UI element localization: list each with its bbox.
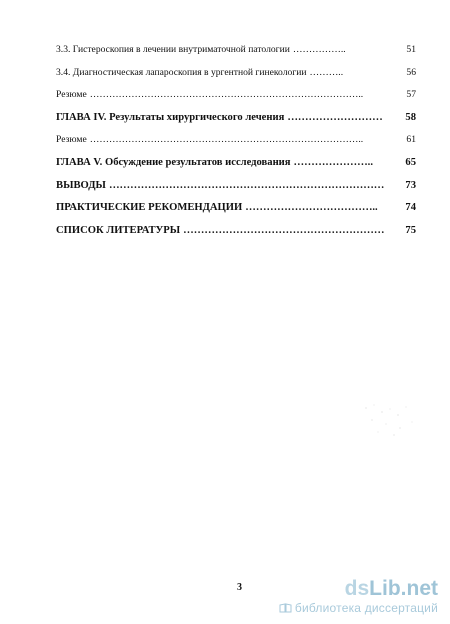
toc-leader-dots: ……………………………….. — [245, 202, 378, 214]
toc-entry-title: Резюме — [56, 89, 87, 101]
toc-entry-page: 58 — [405, 111, 416, 123]
toc-leader-dots: …………………………………………………………………… — [108, 179, 385, 191]
toc-leader-dots: ………………………………………………… — [183, 224, 385, 236]
toc-entry-title: ГЛАВА V. Обсуждение результатов исследования — [56, 156, 291, 168]
scan-noise-speckle — [360, 400, 420, 440]
toc-leader-dots: …………….. — [292, 44, 346, 55]
toc-entry-chapter — [56, 157, 416, 180]
toc-entry-section — [56, 180, 416, 203]
toc-entry — [56, 134, 416, 157]
watermark-logo-suffix: Lib.net — [369, 577, 438, 600]
toc-entry-page: 61 — [406, 134, 416, 146]
toc-entry-title: 3.3. Гистероскопия в лечении внутриматочной патологии — [56, 44, 290, 55]
book-icon — [279, 603, 292, 613]
toc-leader-dots: ………………………………………………………………………….. — [89, 89, 364, 101]
toc-entry-page: 51 — [406, 44, 416, 55]
toc-entry-page: 57 — [406, 89, 416, 101]
toc-entry-page: 74 — [405, 202, 416, 214]
toc-leader-dots: ……………………… — [287, 111, 383, 123]
toc-entry-title: ВЫВОДЫ — [56, 179, 106, 191]
toc-entry-title: СПИСОК ЛИТЕРАТУРЫ — [56, 224, 181, 236]
toc-entry-section — [56, 225, 416, 248]
watermark-subtitle — [268, 600, 438, 616]
toc-entry — [56, 89, 416, 112]
toc-entry-page: 75 — [405, 224, 416, 236]
table-of-contents — [56, 44, 416, 247]
page-number: 3 — [237, 582, 242, 593]
toc-entry-chapter — [56, 112, 416, 135]
toc-entry-title: 3.4. Диагностическая лапароскопия в ургентной гинекологии — [56, 66, 307, 78]
toc-entry-section — [56, 202, 416, 225]
toc-entry-title: ПРАКТИЧЕСКИЕ РЕКОМЕНДАЦИИ — [56, 202, 243, 214]
toc-leader-dots: ……….. — [309, 66, 344, 78]
toc-entry-page: 56 — [406, 66, 416, 78]
watermark-subtitle-text: библиотека диссертаций — [294, 601, 438, 615]
dslib-watermark — [268, 578, 438, 616]
toc-entry-title: Резюме — [56, 134, 87, 146]
toc-entry-page: 65 — [405, 156, 416, 168]
toc-entry — [56, 67, 416, 90]
watermark-logo-prefix: ds — [344, 577, 370, 600]
toc-leader-dots: ………………………………………………………………………….. — [89, 134, 364, 146]
watermark-logo — [268, 578, 438, 600]
toc-leader-dots: ………………….. — [293, 156, 373, 168]
toc-entry-page: 73 — [405, 179, 416, 191]
toc-entry-title: ГЛАВА IV. Результаты хирургического лечения — [56, 111, 285, 123]
toc-entry — [56, 44, 416, 67]
